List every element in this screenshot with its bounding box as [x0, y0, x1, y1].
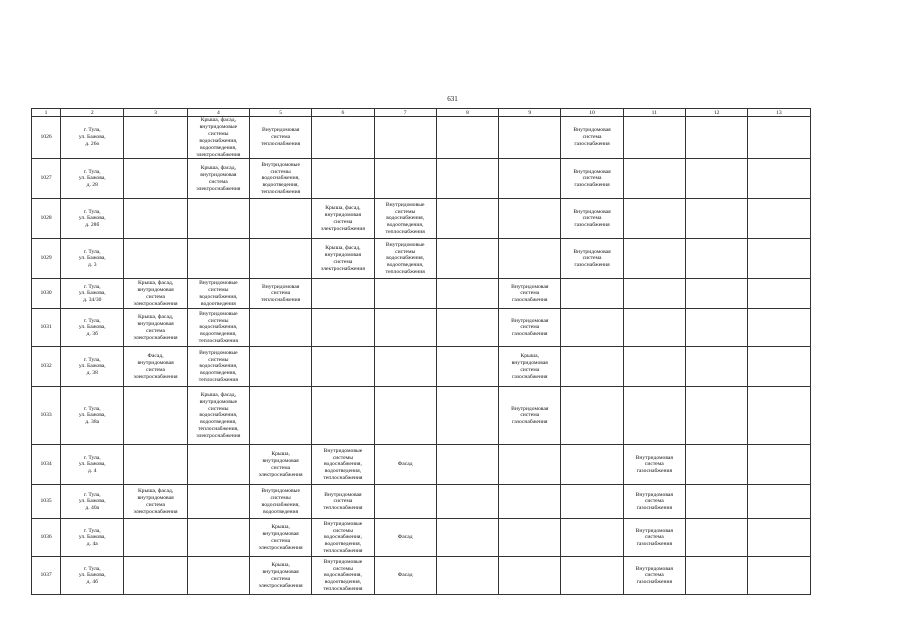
work-type-cell [124, 309, 187, 347]
work-type-cell [685, 445, 747, 485]
work-type-cell [685, 159, 747, 199]
cell-text: г. Тула, ул. Бажова, д. 34/30 [78, 283, 106, 304]
work-type-cell [187, 239, 249, 279]
work-type-cell [748, 445, 810, 485]
cell-text: Внутридомовые системы водоснабжения, водоотведения [199, 280, 238, 307]
cell-text: Внутридомовая система газоснабжения [511, 283, 549, 304]
work-type-cell [748, 387, 810, 445]
work-type-cell [748, 239, 810, 279]
address-cell [61, 387, 124, 445]
column-header: 11 [623, 109, 685, 117]
work-type-cell [748, 199, 810, 239]
work-type-cell [685, 485, 747, 519]
row-number-cell [32, 239, 61, 279]
cell-text: Внутридомовые системы водоснабжения, водоотведения, теплоснабжения [198, 310, 238, 345]
table-row [32, 347, 873, 387]
cell-text: 1036 [40, 534, 52, 541]
work-type-cell [250, 347, 312, 387]
work-type-cell [499, 445, 561, 485]
row-number-cell [32, 519, 61, 557]
work-type-cell [124, 239, 187, 279]
table-row [32, 557, 873, 595]
address-cell [61, 239, 124, 279]
cell-text: Крыша, фасад, внутридомовая система электроснабжения [133, 488, 178, 515]
cell-text: Внутридомовые системы водоснабжения, водоотведения [261, 488, 300, 515]
cell-text: Внутридомовые системы водоснабжения, водоотведения, теплоснабжения [323, 447, 363, 482]
table-row [32, 159, 873, 199]
work-type-cell [748, 159, 810, 199]
work-type-cell [685, 309, 747, 347]
work-type-cell [374, 239, 436, 279]
cell-text: 1034 [40, 461, 52, 468]
row-number-cell [32, 387, 61, 445]
cell-text: 1028 [40, 215, 52, 222]
cell-text: Крыша, фасад, внутридомовая система электроснабжения [133, 280, 178, 307]
work-type-cell [312, 239, 374, 279]
table-row [32, 309, 873, 347]
work-type-cell [748, 557, 810, 595]
cell-text: г. Тула, ул. Бажова, д. 4а [78, 527, 106, 548]
work-type-cell [187, 485, 249, 519]
work-type-cell [499, 387, 561, 445]
column-header: 5 [250, 109, 312, 117]
address-cell [61, 159, 124, 199]
cell-text: г. Тула, ул. Бажова, д. 4 [78, 454, 106, 475]
cell-text: Внутридомовая система газоснабжения [573, 127, 611, 148]
cell-text: Крыша, внутридомовая система электроснабжения [258, 562, 303, 589]
column-header: 4 [187, 109, 249, 117]
work-type-cell [312, 347, 374, 387]
work-type-cell [124, 199, 187, 239]
work-type-cell [623, 309, 685, 347]
work-type-cell [374, 279, 436, 309]
cell-text: Крыша, внутридомовая система газоснабжения [511, 353, 548, 380]
address-cell [61, 557, 124, 595]
work-type-cell [374, 159, 436, 199]
header-row [32, 109, 873, 117]
column-header: 3 [124, 109, 187, 117]
work-type-cell [436, 279, 498, 309]
work-type-cell [436, 387, 498, 445]
work-type-cell [187, 347, 249, 387]
work-type-cell [250, 279, 312, 309]
work-type-cell [561, 199, 623, 239]
address-cell [61, 519, 124, 557]
work-type-cell [187, 519, 249, 557]
work-type-cell [436, 485, 498, 519]
work-type-cell [374, 519, 436, 557]
cell-text: Внутридомовая система теплоснабжения [261, 127, 301, 148]
cell-text: Внутридомовая система газоснабжения [573, 168, 611, 189]
work-type-cell [685, 279, 747, 309]
work-type-cell [187, 445, 249, 485]
cell-text: г. Тула, ул. Бажова, д. 3 [78, 248, 106, 269]
work-type-cell [499, 519, 561, 557]
cell-text: г. Тула, ул. Бажова, д. 28б [78, 208, 106, 229]
address-cell [61, 309, 124, 347]
cell-text: Крыша, фасад, внутридомовая система электроснабжения [320, 245, 365, 272]
work-type-cell [250, 309, 312, 347]
cell-text: Внутридомовая система теплоснабжения [261, 283, 301, 304]
work-type-cell [748, 309, 810, 347]
row-number-cell [32, 347, 61, 387]
work-type-cell [499, 199, 561, 239]
column-header: 12 [685, 109, 747, 117]
work-type-cell [561, 239, 623, 279]
work-type-cell [312, 485, 374, 519]
cell-text: Внутридомовые системы водоснабжения, водоотведения, теплоснабжения [385, 241, 425, 276]
address-cell [61, 279, 124, 309]
cell-text: Внутридомовые системы водоснабжения, водоотведения, теплоснабжения [385, 201, 425, 236]
column-header: 6 [312, 109, 374, 117]
work-type-cell [374, 445, 436, 485]
cell-text: 1029 [40, 255, 52, 262]
work-type-cell [685, 519, 747, 557]
work-type-cell [436, 199, 498, 239]
table-body [32, 117, 873, 595]
work-type-cell [436, 239, 498, 279]
work-type-cell [499, 239, 561, 279]
work-type-cell [436, 159, 498, 199]
work-type-cell [436, 117, 498, 159]
work-type-cell [685, 239, 747, 279]
cell-text: Крыша, внутридомовая система электроснабжения [258, 451, 303, 478]
work-type-cell [250, 485, 312, 519]
row-number-cell [32, 485, 61, 519]
work-type-cell [623, 347, 685, 387]
address-cell [61, 445, 124, 485]
cell-text: г. Тула, ул. Бажова, д. 38а [78, 405, 106, 426]
work-type-cell [436, 557, 498, 595]
cell-text: Внутридомовые системы водоснабжения, водоотведения, теплоснабжения [198, 349, 238, 384]
work-type-cell [561, 309, 623, 347]
work-type-cell [250, 159, 312, 199]
cell-text: 1027 [40, 175, 52, 182]
work-type-cell [748, 485, 810, 519]
cell-text: Фасад, внутридомовая система электроснабжения [133, 353, 178, 380]
row-number-cell [32, 309, 61, 347]
cell-text: Внутридомовые системы водоснабжения, водоотведения, теплоснабжения [323, 558, 363, 593]
work-type-cell [685, 347, 747, 387]
work-type-cell [312, 519, 374, 557]
work-type-cell [623, 485, 685, 519]
work-type-cell [250, 519, 312, 557]
work-type-cell [124, 279, 187, 309]
work-type-cell [374, 199, 436, 239]
work-type-cell [312, 445, 374, 485]
column-header: 2 [61, 109, 124, 117]
work-type-cell [312, 279, 374, 309]
work-type-cell [561, 347, 623, 387]
work-type-cell [499, 117, 561, 159]
table-row [32, 279, 873, 309]
column-header: 8 [436, 109, 498, 117]
row-number-cell [32, 159, 61, 199]
work-type-cell [748, 347, 810, 387]
work-type-cell [250, 117, 312, 159]
work-type-cell [374, 347, 436, 387]
work-type-cell [623, 387, 685, 445]
cell-text: 1037 [40, 572, 52, 579]
cell-text: Крыша, фасад, внутридомовая система электроснабжения [133, 314, 178, 341]
cell-text: 1031 [40, 324, 52, 331]
work-type-cell [748, 117, 810, 159]
work-type-cell [187, 159, 249, 199]
work-type-cell [623, 519, 685, 557]
work-type-cell [499, 159, 561, 199]
cell-text: Внутридомовая система газоснабжения [573, 208, 611, 229]
column-header: 13 [748, 109, 810, 117]
work-type-cell [187, 279, 249, 309]
work-type-cell [312, 309, 374, 347]
work-type-cell [436, 519, 498, 557]
work-type-cell [187, 117, 249, 159]
work-type-cell [499, 485, 561, 519]
address-cell [61, 347, 124, 387]
work-type-cell [499, 279, 561, 309]
work-type-cell [250, 557, 312, 595]
cell-text: Фасад [397, 572, 413, 579]
work-type-cell [623, 279, 685, 309]
cell-text: Внутридомовая система газоснабжения [635, 491, 673, 512]
address-cell [61, 117, 124, 159]
work-type-cell [124, 159, 187, 199]
work-type-cell [748, 279, 810, 309]
table-row [32, 199, 873, 239]
row-number-cell [32, 117, 61, 159]
work-type-cell [374, 557, 436, 595]
work-type-cell [623, 117, 685, 159]
work-type-cell [124, 387, 187, 445]
cell-text: Внутридомовая система газоснабжения [511, 317, 549, 338]
cell-text: 1026 [40, 134, 52, 141]
work-type-cell [124, 519, 187, 557]
cell-text: 1035 [40, 498, 52, 505]
work-type-cell [499, 309, 561, 347]
work-type-cell [561, 445, 623, 485]
cell-text: 1030 [40, 290, 52, 297]
work-type-cell [499, 347, 561, 387]
work-type-cell [187, 199, 249, 239]
cell-text: г. Тула, ул. Бажова, д. 28 [78, 168, 106, 189]
work-type-cell [250, 445, 312, 485]
cell-text: Крыша, внутридомовая система электроснабжения [258, 524, 303, 551]
column-header: 9 [499, 109, 561, 117]
work-type-cell [312, 199, 374, 239]
table-row [32, 387, 873, 445]
cell-text: г. Тула, ул. Бажова, д. 38 [78, 356, 106, 377]
row-number-cell [32, 445, 61, 485]
table-row [32, 117, 873, 159]
work-type-cell [250, 387, 312, 445]
cell-text: 1033 [40, 412, 52, 419]
work-type-cell [312, 117, 374, 159]
row-number-cell [32, 279, 61, 309]
cell-text: Внутридомовая система газоснабжения [635, 565, 673, 586]
work-type-cell [623, 557, 685, 595]
work-type-cell [561, 485, 623, 519]
cell-text: Внутридомовые системы водоснабжения, водоотведения, теплоснабжения [323, 520, 363, 555]
cell-text: Внутридомовая система газоснабжения [635, 454, 673, 475]
address-cell [61, 485, 124, 519]
capital-repair-table [31, 108, 873, 595]
cell-text: г. Тула, ул. Бажова, д. 40а [78, 491, 106, 512]
work-type-cell [124, 117, 187, 159]
work-type-cell [436, 309, 498, 347]
work-type-cell [623, 239, 685, 279]
table-row [32, 485, 873, 519]
work-type-cell [748, 519, 810, 557]
work-type-cell [561, 117, 623, 159]
table-row [32, 239, 873, 279]
work-type-cell [124, 485, 187, 519]
work-type-cell [685, 117, 747, 159]
cell-text: Крыша, фасад, внутридомовые системы водоснабжения, водоотведения, теплоснабжения, электроснабжения [196, 391, 241, 440]
cell-text: Внутридомовая система газоснабжения [511, 405, 549, 426]
table-row [32, 519, 873, 557]
work-type-cell [374, 117, 436, 159]
row-number-cell [32, 199, 61, 239]
cell-text: г. Тула, ул. Бажова, д. 4б [78, 565, 106, 586]
work-type-cell [124, 445, 187, 485]
row-number-cell [32, 557, 61, 595]
cell-text: Крыша, фасад, внутридомовые системы водоснабжения, водоотведения, электроснабжения [196, 117, 241, 158]
cell-text: Крыша, фасад, внутридомовая система электроснабжения [320, 205, 365, 232]
work-type-cell [187, 309, 249, 347]
work-type-cell [499, 557, 561, 595]
work-type-cell [623, 199, 685, 239]
work-type-cell [623, 445, 685, 485]
work-type-cell [623, 159, 685, 199]
work-type-cell [124, 557, 187, 595]
address-cell [61, 199, 124, 239]
column-header: 10 [561, 109, 623, 117]
column-header: 7 [374, 109, 436, 117]
cell-text: Внутридомовая система газоснабжения [635, 527, 673, 548]
cell-text: Внутридомовая система теплоснабжения [323, 491, 363, 512]
work-type-cell [374, 387, 436, 445]
work-type-cell [124, 347, 187, 387]
work-type-cell [561, 519, 623, 557]
work-type-cell [374, 485, 436, 519]
work-type-cell [685, 199, 747, 239]
cell-text: Фасад [397, 534, 413, 541]
cell-text: Внутридомовая система газоснабжения [573, 248, 611, 269]
cell-text: г. Тула, ул. Бажова, д. 26о [78, 127, 106, 148]
work-type-cell [561, 387, 623, 445]
work-type-cell [250, 239, 312, 279]
page-number: 631 [447, 95, 458, 103]
work-type-cell [685, 387, 747, 445]
work-type-cell [187, 557, 249, 595]
work-type-cell [685, 557, 747, 595]
work-type-cell [436, 445, 498, 485]
cell-text: Крыша, фасад, внутридомовая система электроснабжения [196, 165, 241, 192]
table-row [32, 445, 873, 485]
work-type-cell [312, 159, 374, 199]
work-type-cell [561, 279, 623, 309]
work-type-cell [187, 387, 249, 445]
work-type-cell [250, 199, 312, 239]
cell-text: Фасад [397, 461, 413, 468]
work-type-cell [312, 387, 374, 445]
work-type-cell [436, 347, 498, 387]
work-type-cell [561, 159, 623, 199]
work-type-cell [561, 557, 623, 595]
work-type-cell [312, 557, 374, 595]
cell-text: 1032 [40, 363, 52, 370]
column-header: 1 [32, 109, 61, 117]
cell-text: г. Тула, ул. Бажова, д. 3б [78, 317, 106, 338]
cell-text: Внутридомовые системы водоснабжения, водоотведения, теплоснабжения [261, 161, 301, 196]
work-type-cell [374, 309, 436, 347]
